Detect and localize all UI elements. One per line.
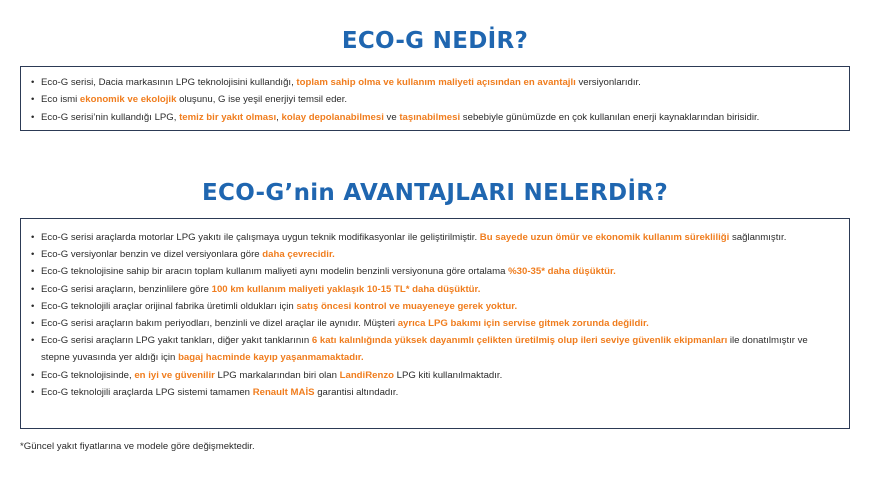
body-text: garantisi altındadır. (314, 386, 399, 398)
body-text: sebebiyle günümüzde en çok kullanılan enerji kaynaklarından birisidir. (460, 111, 760, 123)
body-text: sağlanmıştır. (729, 232, 787, 243)
section-title-what-is-eco-g: ECO-G NEDİR? (341, 28, 529, 54)
list-item (31, 384, 839, 401)
highlighted-text: satış öncesi kontrol ve muayeneye gerek yoktur. (296, 300, 518, 312)
body-text: Eco-G teknolojili araçlar orijinal fabrika üretimli oldukları için (41, 300, 297, 312)
highlighted-text: 100 km kullanım maliyeti yaklaşık 10-15 TL* daha düşüktür. (211, 283, 481, 295)
body-text: ve (383, 111, 400, 123)
body-text: ile donatılmıştır ve stepne yuvasında yer aldığı için (41, 335, 808, 364)
body-text: Eco-G teknolojili araçlarda LPG sistemi tamamen (41, 386, 253, 398)
highlighted-text: Renault MAİS (252, 386, 315, 398)
section-title-advantages: ECO-G’nin AVANTAJLARI NELERDİR? (202, 180, 668, 206)
list-item (31, 229, 839, 246)
body-text: oluşunu, G ise yeşil enerjiyi temsil eder. (176, 94, 348, 106)
body-text: LPG kiti kullanılmaktadır. (394, 369, 503, 381)
body-text: Eco-G serisi’nin kullandığı LPG, (41, 111, 180, 123)
what-is-eco-g-list (31, 74, 839, 126)
list-item (31, 91, 839, 108)
advantages-list (31, 229, 839, 401)
list-item (31, 367, 839, 384)
body-text: Eco-G teknolojisinde, (41, 369, 135, 381)
body-text: LPG markalarından biri olan (214, 369, 340, 381)
highlighted-text: en iyi ve güvenilir (134, 369, 215, 381)
list-item (31, 315, 839, 332)
what-is-eco-g-box (20, 66, 850, 131)
highlighted-text: ekonomik ve ekolojik (79, 94, 177, 106)
list-item (31, 298, 839, 315)
highlighted-text: kolay depolanabilmesi (281, 111, 384, 123)
body-text: Eco-G teknolojisine sahip bir aracın toplam kullanım maliyeti aynı modelin benzinli versiyonuna göre ortalama (41, 266, 509, 278)
body-text: Eco-G serisi, Dacia markasının LPG teknolojisini kullandığı, (41, 77, 297, 88)
body-text: Eco-G serisi araçlarda motorlar LPG yakıtı ile çalışmaya uygun teknik modifikasyonlar ile geliştirilmiştir. (41, 232, 480, 243)
body-text: Eco ismi (41, 94, 80, 106)
list-item (31, 281, 839, 298)
highlighted-text: daha çevrecidir. (262, 249, 335, 261)
highlighted-text: Bu sayede uzun ömür ve ekonomik kullanım sürekliliği (479, 232, 730, 243)
highlighted-text: toplam sahip olma ve kullanım maliyeti açısından en avantajlı (296, 77, 576, 88)
body-text: Eco-G serisi araçların LPG yakıt tankları, diğer yakıt tanklarının (41, 335, 312, 347)
highlighted-text: 6 katı kalınlığında yüksek dayanımlı çelikten üretilmiş olup ileri seviye güvenlik ekipmanları (311, 335, 728, 347)
body-text: Eco-G serisi araçların, benzinlilere göre (41, 283, 212, 295)
body-text: Eco-G serisi araçların bakım periyodları, benzinli ve dizel araçlar ile aynıdır. Müşteri (41, 318, 398, 330)
highlighted-text: LandiRenzo (339, 369, 394, 381)
list-item (31, 246, 839, 263)
highlighted-text: taşınabilmesi (399, 111, 461, 123)
body-text: Eco-G versiyonlar benzin ve dizel versiyonlara göre (41, 249, 263, 261)
highlighted-text: bagaj hacminde kayıp yaşanmamaktadır. (178, 352, 364, 364)
body-text: , (276, 111, 282, 123)
list-item (31, 109, 839, 126)
highlighted-text: ayrıca LPG bakımı için servise gitmek zorunda değildir. (397, 318, 649, 330)
highlighted-text: %30-35* daha düşüktür. (508, 266, 616, 278)
body-text: versiyonlarıdır. (575, 77, 641, 88)
list-item (31, 332, 839, 366)
footnote: *Güncel yakıt fiyatlarına ve modele göre değişmektedir. (20, 441, 255, 452)
advantages-box (20, 218, 850, 429)
list-item (31, 263, 839, 280)
list-item (31, 74, 839, 91)
highlighted-text: temiz bir yakıt olması (179, 111, 277, 123)
